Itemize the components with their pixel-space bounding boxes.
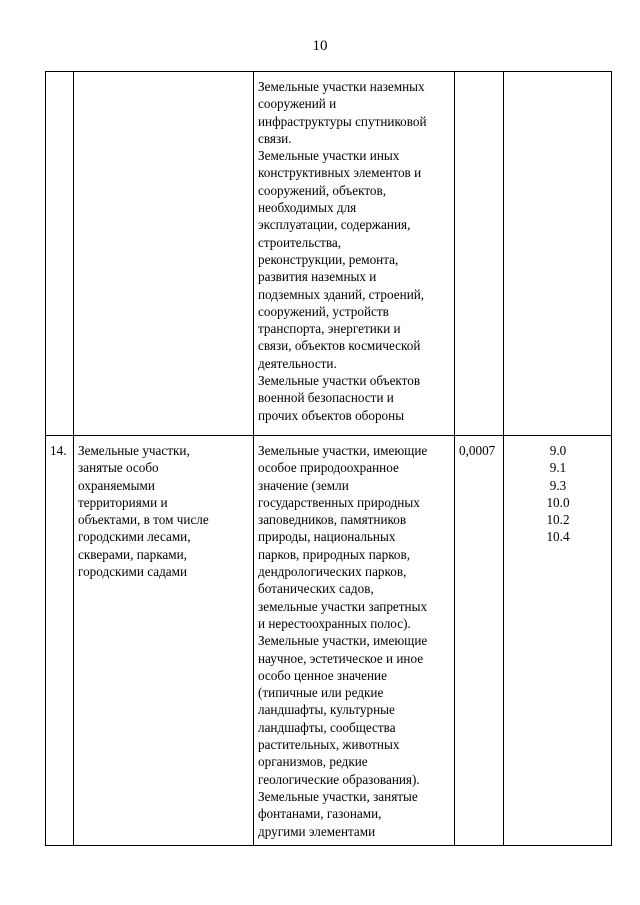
- land-use-description-line: связи.: [258, 130, 292, 146]
- page-number: 10: [312, 38, 328, 54]
- land-use-description-line: Земельные участки иных: [258, 148, 400, 164]
- use-code: 10.0: [546, 494, 570, 510]
- land-use-description-line: связи, объектов космической: [258, 338, 421, 354]
- land-category-name-cell: [74, 72, 254, 436]
- land-use-description-line: Земельные участки, имеющие: [258, 633, 428, 649]
- land-use-description-line: сооружений, устройств: [258, 303, 389, 319]
- land-category-name-line: Земельные участки,: [78, 443, 190, 458]
- land-use-description-line: ландшафты, сообщества: [258, 719, 396, 735]
- land-use-description-line: прочих объектов обороны: [258, 407, 405, 423]
- coefficient-cell: [455, 436, 504, 846]
- land-use-description-line: организмов, редкие: [258, 754, 368, 770]
- land-use-description-line: другими элементами: [258, 823, 376, 839]
- land-category-name-line: скверами, парками,: [78, 546, 187, 562]
- use-code: 10.4: [546, 529, 570, 545]
- row-number-cell: [46, 72, 74, 436]
- land-use-description-line: особое природоохранное: [258, 460, 399, 476]
- land-category-name-line: охраняемыми: [78, 477, 155, 493]
- use-code: 9.1: [549, 460, 567, 476]
- land-use-description-line: эксплуатации, содержания,: [258, 217, 411, 233]
- land-use-description-line: транспорта, энергетики и: [258, 321, 401, 337]
- coefficient-cell: [455, 72, 504, 436]
- land-use-description-line: парков, природных парков,: [258, 546, 411, 562]
- land-use-description-line: дендрологических парков,: [258, 564, 407, 580]
- land-use-description-line: Земельные участки объектов: [258, 373, 421, 389]
- land-use-description-line: заповедников, памятников: [258, 512, 407, 528]
- land-use-description-line: реконструкции, ремонта,: [258, 251, 399, 267]
- land-category-name-line: территориями и: [78, 494, 168, 510]
- use-codes-cell: [504, 72, 612, 436]
- land-use-description-line: Земельные участки, занятые: [258, 788, 418, 804]
- land-use-description-line: и нерестоохранных полос).: [258, 615, 411, 631]
- land-use-description-line: сооружений и: [258, 96, 337, 112]
- land-use-description-line: геологические образования).: [258, 771, 420, 787]
- table-row: [46, 436, 612, 846]
- land-use-description-line: научное, эстетическое и иное: [258, 650, 424, 666]
- land-use-description-line: Земельные участки наземных: [258, 79, 425, 94]
- land-use-description-line: строительства,: [258, 234, 342, 250]
- use-code: 9.3: [549, 477, 567, 493]
- coefficient-value: 0,0007: [459, 443, 496, 458]
- land-plots-table: [45, 71, 612, 846]
- land-use-description-line: инфраструктуры спутниковой: [258, 113, 427, 129]
- land-use-description-line: сооружений, объектов,: [258, 182, 387, 198]
- land-use-description-line: значение (земли: [258, 477, 349, 493]
- land-use-description-line: необходимых для: [258, 200, 357, 216]
- land-category-name-line: городскими садами: [78, 564, 188, 580]
- land-use-description-line: растительных, животных: [258, 737, 400, 753]
- land-use-description-cell: [254, 436, 455, 846]
- use-codes-cell: [504, 436, 612, 846]
- land-use-description-line: государственных природных: [258, 494, 420, 510]
- land-use-description-line: подземных зданий, строений,: [258, 286, 425, 302]
- land-use-description-line: природы, национальных: [258, 529, 396, 545]
- table-body: [46, 72, 612, 846]
- land-category-name-cell: [74, 436, 254, 846]
- land-use-description-line: ландшафты, культурные: [258, 702, 395, 718]
- land-use-description-line: земельные участки запретных: [258, 598, 428, 614]
- land-use-description-line: фонтанами, газонами,: [258, 806, 382, 822]
- land-use-description-line: развития наземных и: [258, 269, 377, 285]
- row-number: 14.: [50, 443, 67, 458]
- land-use-description-cell: [254, 72, 455, 436]
- land-category-name-line: объектами, в том числе: [78, 512, 209, 528]
- land-use-description-line: военной безопасности и: [258, 390, 394, 406]
- land-use-description-line: особо ценное значение: [258, 667, 387, 683]
- land-use-description-line: Земельные участки, имеющие: [258, 443, 428, 458]
- use-code: 9.0: [549, 443, 567, 458]
- land-category-name-line: городскими лесами,: [78, 529, 191, 545]
- land-category-name-line: занятые особо: [78, 460, 159, 476]
- table-row: [46, 72, 612, 436]
- use-code: 10.2: [546, 512, 570, 528]
- land-use-description-line: ботанических садов,: [258, 581, 374, 597]
- land-use-description-line: конструктивных элементов и: [258, 165, 422, 181]
- land-use-description-line: деятельности.: [258, 355, 337, 371]
- land-use-description-line: (типичные или редкие: [258, 685, 384, 701]
- row-number-cell: [46, 436, 74, 846]
